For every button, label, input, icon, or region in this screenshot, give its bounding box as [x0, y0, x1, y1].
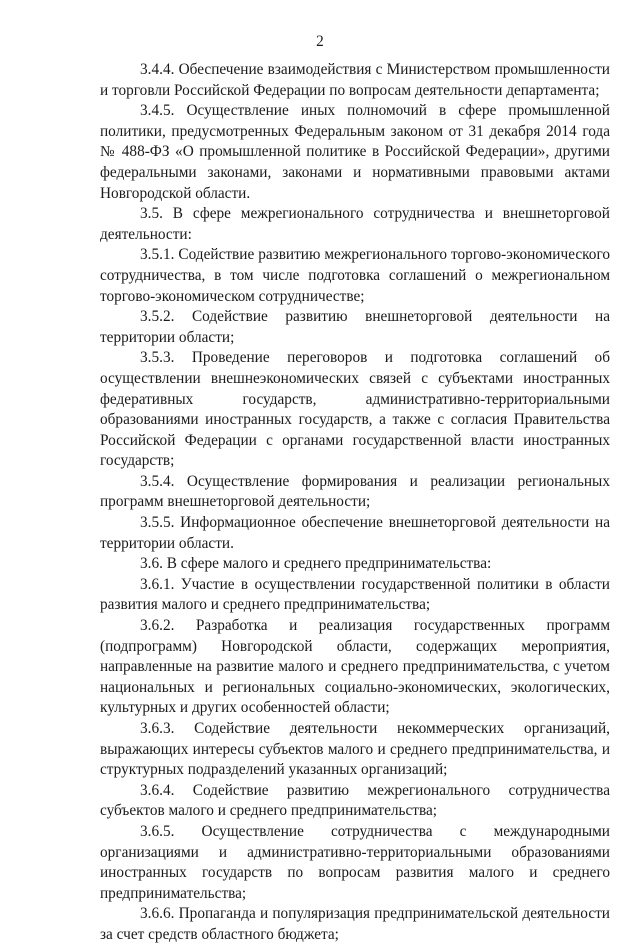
paragraph-3-6-3: 3.6.3. Содействие деятельности некоммерческих организаций, выражающих интересы субъектов малого и среднего предпринимательства, и структурных подразделений указанных организаций; — [100, 720, 610, 779]
document-body — [100, 60, 610, 946]
paragraph-3-4-5: 3.4.5. Осуществление иных полномочий в сфере промышленной политики, предусмотренных Федеральным законом от 31 декабря 2014 года № 488-ФЗ «О промышленной политике в Российской Федерации», другими федеральными законами, законами и нормативными правовыми актами Новгородской области. — [100, 102, 610, 202]
paragraph-3-6-4: 3.6.4. Содействие развитию межрегионального сотрудничества субъектов малого и среднего предпринимательства; — [100, 781, 610, 820]
paragraph-3-6-6: 3.6.6. Пропаганда и популяризация предпринимательской деятельности за счет средств областного бюджета; — [100, 905, 610, 943]
paragraph-3-5-5: 3.5.5. Информационное обеспечение внешнеторговой деятельности на территории области. — [100, 514, 610, 552]
paragraph-3-6-5: 3.6.5. Осуществление сотрудничества с международными организациями и административно-территориальными образованиями иностранных государств по вопросам развития малого и среднего предпринимательства; — [100, 822, 610, 902]
paragraph-3-6-2: 3.6.2. Разработка и реализация государственных программ (подпрограмм) Новгородской области, содержащих мероприятия, направленные на развитие малого и среднего предпринимательства, с учетом национальных и региональных социально-экономических, экологических, культурных и других особенностей области; — [100, 617, 610, 717]
paragraph-3-5-1: 3.5.1. Содействие развитию межрегионального торгово-экономического сотрудничества, в том числе подготовка соглашений о межрегиональном торгово-экономическом сотрудничестве; — [100, 246, 610, 305]
section-heading-3-6: 3.6. В сфере малого и среднего предпринимательства: — [140, 555, 492, 573]
section-heading-3-5: 3.5. В сфере межрегионального сотрудничества и внешнеторговой деятельности: — [100, 205, 610, 243]
paragraph-3-5-3: 3.5.3. Проведение переговоров и подготовка соглашений об осуществлении внешнеэкономических связей с субъектами иностранных федеративных государств, административно-территориальными образованиями иностранных государств, а также с согласия Правительства Российской Федерации с органами государственной власти иностранных государств; — [100, 349, 610, 470]
paragraph-3-6-1: 3.6.1. Участие в осуществлении государственной политики в области развития малого и среднего предпринимательства; — [100, 575, 610, 614]
paragraph-3-5-4: 3.5.4. Осуществление формирования и реализации региональных программ внешнеторговой деятельности; — [100, 472, 610, 511]
paragraph-3-5-2: 3.5.2. Содействие развитию внешнеторговой деятельности на территории области; — [100, 308, 610, 346]
page-number: 2 — [316, 33, 324, 50]
paragraph-3-4-4: 3.4.4. Обеспечение взаимодействия с Министерством промышленности и торговли Российской Федерации по вопросам деятельности департамента; — [100, 61, 610, 99]
